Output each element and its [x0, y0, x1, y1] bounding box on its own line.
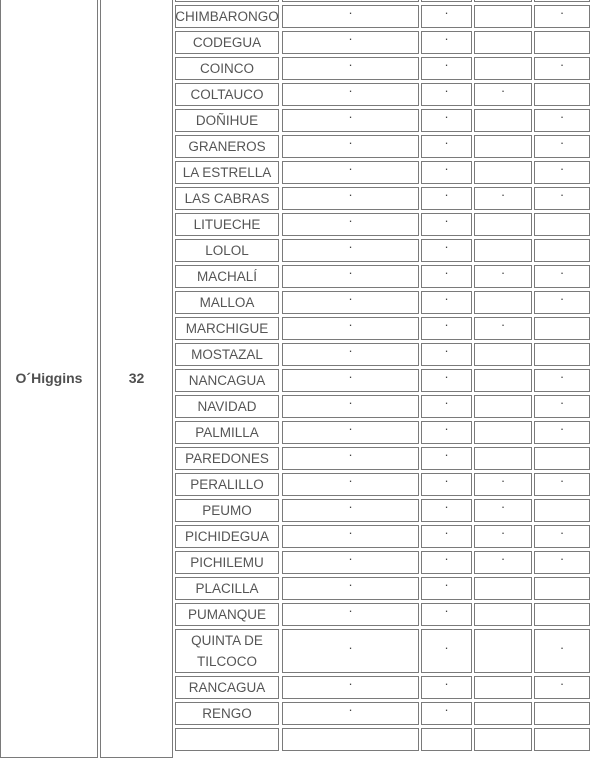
mark-cell — [421, 161, 472, 184]
dot-mark: · — [348, 31, 353, 46]
dot-mark: · — [444, 83, 449, 98]
mark-cell — [282, 421, 419, 444]
mark-cell — [282, 629, 419, 673]
dot-mark: · — [444, 5, 449, 20]
dot-mark: · — [444, 551, 449, 566]
commune-name-cell — [175, 31, 279, 54]
commune-name-cell — [175, 728, 279, 751]
dot-mark: · — [444, 239, 449, 254]
mark-cell — [421, 499, 472, 522]
dot-mark: · — [348, 291, 353, 306]
mark-cell — [421, 421, 472, 444]
mark-cell — [421, 603, 472, 626]
mark-cell — [421, 702, 472, 725]
region-cell — [0, 0, 98, 758]
dot-mark: · — [348, 473, 353, 488]
mark-cell — [282, 83, 419, 106]
mark-cell — [474, 83, 532, 106]
commune-name: PERALILLO — [190, 477, 264, 492]
mark-cell — [474, 702, 532, 725]
dot-mark: · — [348, 421, 353, 436]
commune-name: DOÑIHUE — [195, 113, 259, 128]
dot-mark: · — [444, 161, 449, 176]
commune-name-cell — [175, 525, 279, 548]
mark-cell — [534, 213, 590, 236]
mark-cell — [534, 291, 590, 314]
mark-cell — [474, 213, 532, 236]
commune-name-cell — [175, 421, 279, 444]
mark-cell — [534, 629, 590, 673]
commune-name-cell — [175, 213, 279, 236]
mark-cell — [282, 317, 419, 340]
mark-cell — [421, 317, 472, 340]
mark-cell — [534, 135, 590, 158]
mark-cell — [282, 343, 419, 366]
dot-mark: · — [500, 473, 506, 488]
dot-mark: · — [444, 577, 449, 592]
commune-name: COLTAUCO — [190, 87, 264, 102]
commune-name-cell — [175, 603, 279, 626]
mark-cell — [474, 239, 532, 262]
mark-cell — [421, 728, 472, 751]
mark-cell — [534, 83, 590, 106]
mark-cell — [421, 629, 472, 673]
dot-mark: · — [559, 5, 565, 20]
mark-cell — [534, 525, 590, 548]
commune-name-cell — [175, 473, 279, 496]
mark-cell — [421, 187, 472, 210]
mark-cell — [534, 0, 590, 2]
dot-mark: · — [559, 525, 565, 540]
mark-cell — [421, 109, 472, 132]
commune-count: 32 — [128, 369, 145, 386]
dot-mark: · — [348, 343, 353, 358]
mark-cell — [282, 499, 419, 522]
dot-mark: · — [444, 421, 449, 436]
mark-cell — [474, 31, 532, 54]
commune-name-cell — [175, 83, 279, 106]
mark-cell — [534, 473, 590, 496]
dot-mark: · — [348, 5, 353, 20]
mark-cell — [282, 447, 419, 470]
commune-name-cell — [175, 447, 279, 470]
dot-mark: · — [559, 265, 565, 280]
dot-mark: · — [500, 525, 506, 540]
dot-mark: · — [559, 57, 565, 72]
mark-cell — [474, 187, 532, 210]
dot-mark: · — [348, 551, 353, 566]
commune-name-cell — [175, 577, 279, 600]
commune-name: PLACILLA — [195, 581, 259, 596]
mark-cell — [534, 31, 590, 54]
dot-mark: · — [444, 499, 449, 514]
commune-name: NANCAGUA — [188, 373, 266, 388]
mark-cell — [421, 213, 472, 236]
dot-mark: · — [444, 187, 449, 202]
commune-name: RENGO — [202, 706, 252, 721]
mark-cell — [534, 447, 590, 470]
dot-mark: · — [559, 395, 565, 410]
dot-mark: · — [444, 135, 449, 150]
dot-mark: · — [348, 676, 353, 691]
dot-mark: · — [444, 395, 449, 410]
commune-name-cell — [175, 109, 279, 132]
mark-cell — [282, 161, 419, 184]
mark-cell — [474, 551, 532, 574]
commune-name: PAREDONES — [185, 451, 269, 466]
commune-name: PUMANQUE — [187, 607, 266, 622]
dot-mark: · — [500, 83, 506, 98]
mark-cell — [421, 369, 472, 392]
dot-mark: · — [348, 603, 353, 618]
commune-name — [197, 0, 257, 1]
commune-name: MALLOA — [199, 295, 255, 310]
dot-mark: · — [559, 187, 565, 202]
mark-cell — [474, 629, 532, 673]
commune-name: RANCAGUA — [188, 680, 266, 695]
commune-name: CHIMBARONGO — [175, 9, 279, 24]
mark-cell — [534, 5, 590, 28]
dot-mark: · — [444, 447, 449, 462]
commune-name-cell — [175, 499, 279, 522]
mark-cell — [534, 109, 590, 132]
mark-cell — [282, 395, 419, 418]
dot-mark: · — [348, 447, 353, 462]
mark-cell — [421, 239, 472, 262]
commune-name-cell — [175, 676, 279, 699]
commune-name: LOLOL — [205, 243, 249, 258]
dot-mark: · — [500, 265, 506, 280]
dot-mark: · — [348, 395, 353, 410]
dot-mark: · — [348, 577, 353, 592]
dot-mark: · — [348, 265, 353, 280]
mark-cell — [421, 577, 472, 600]
commune-name-cell — [175, 187, 279, 210]
dot-mark: · — [559, 109, 565, 124]
mark-cell — [282, 31, 419, 54]
commune-name-cell — [175, 291, 279, 314]
mark-cell — [282, 5, 419, 28]
mark-cell — [474, 265, 532, 288]
mark-cell — [474, 291, 532, 314]
dot-mark: · — [348, 525, 353, 540]
mark-cell — [421, 291, 472, 314]
commune-name-cell — [175, 57, 279, 80]
dot-mark: · — [559, 369, 565, 384]
mark-cell — [474, 499, 532, 522]
mark-cell — [534, 551, 590, 574]
dot-mark: · — [559, 473, 565, 488]
commune-name: MARCHIGUE — [185, 321, 269, 336]
mark-cell — [474, 0, 532, 2]
mark-cell — [534, 728, 590, 751]
commune-name-cell — [175, 629, 279, 673]
dot-mark: · — [348, 639, 353, 655]
dot-mark: · — [500, 187, 506, 202]
commune-name: GRANEROS — [188, 139, 266, 154]
mark-cell — [534, 187, 590, 210]
mark-cell — [474, 317, 532, 340]
commune-name: PICHILEMU — [190, 555, 264, 570]
mark-cell — [474, 343, 532, 366]
mark-cell — [534, 57, 590, 80]
dot-mark: · — [559, 291, 565, 306]
dot-mark: · — [559, 421, 565, 436]
dot-mark: · — [559, 639, 565, 655]
mark-cell — [282, 369, 419, 392]
mark-cell — [474, 525, 532, 548]
mark-cell — [474, 447, 532, 470]
mark-cell — [282, 239, 419, 262]
region-name: O´Higgins — [15, 369, 83, 386]
mark-cell — [421, 473, 472, 496]
commune-name: LITUECHE — [193, 217, 261, 232]
commune-name: NAVIDAD — [197, 399, 257, 414]
commune-name-cell — [175, 551, 279, 574]
dot-mark: · — [444, 473, 449, 488]
dot-mark: · — [444, 676, 449, 691]
commune-name: MOSTAZAL — [191, 347, 263, 362]
dot-mark: · — [444, 525, 449, 540]
mark-cell — [534, 421, 590, 444]
mark-cell — [534, 702, 590, 725]
commune-name: MACHALÍ — [196, 269, 257, 284]
dot-mark: · — [559, 676, 565, 691]
dot-mark: · — [348, 213, 353, 228]
mark-cell — [421, 83, 472, 106]
mark-cell — [421, 31, 472, 54]
dot-mark: · — [348, 239, 353, 254]
dot-mark: · — [348, 369, 353, 384]
dot-mark: · — [500, 317, 506, 332]
mark-cell — [534, 343, 590, 366]
dot-mark: · — [559, 135, 565, 150]
commune-name-cell — [175, 369, 279, 392]
mark-cell — [474, 369, 532, 392]
commune-name: PICHIDEGUA — [184, 529, 269, 544]
mark-cell — [282, 702, 419, 725]
mark-cell — [282, 135, 419, 158]
dot-mark: · — [444, 343, 449, 358]
mark-cell — [534, 603, 590, 626]
mark-cell — [282, 57, 419, 80]
mark-cell — [474, 473, 532, 496]
mark-cell — [474, 676, 532, 699]
dot-mark: · — [444, 31, 449, 46]
mark-cell — [282, 0, 419, 2]
dot-mark: · — [444, 213, 449, 228]
commune-name-cell — [175, 161, 279, 184]
commune-name: PALMILLA — [195, 425, 259, 440]
mark-cell — [474, 421, 532, 444]
mark-cell — [421, 0, 472, 2]
dot-mark: · — [444, 57, 449, 72]
commune-name: COINCO — [200, 61, 254, 76]
dot-mark: · — [444, 603, 449, 618]
mark-cell — [421, 676, 472, 699]
mark-cell — [282, 603, 419, 626]
mark-cell — [474, 395, 532, 418]
mark-cell — [534, 499, 590, 522]
dot-mark: · — [444, 702, 449, 717]
commune-name-cell — [175, 5, 279, 28]
commune-name-cell — [175, 317, 279, 340]
dot-mark: · — [348, 83, 353, 98]
commune-name-cell — [175, 0, 279, 2]
mark-cell — [282, 291, 419, 314]
dot-mark: · — [444, 369, 449, 384]
dot-mark: · — [348, 702, 353, 717]
dot-mark: · — [348, 187, 353, 202]
mark-cell — [534, 676, 590, 699]
mark-cell — [282, 577, 419, 600]
mark-cell — [421, 135, 472, 158]
commune-name-cell — [175, 343, 279, 366]
mark-cell — [534, 239, 590, 262]
dot-mark: · — [348, 317, 353, 332]
mark-cell — [421, 551, 472, 574]
mark-cell — [474, 577, 532, 600]
dot-mark: · — [444, 639, 449, 655]
dot-mark: · — [559, 161, 565, 176]
count-cell — [100, 0, 173, 758]
mark-cell — [534, 577, 590, 600]
mark-cell — [282, 473, 419, 496]
mark-cell — [282, 265, 419, 288]
mark-cell — [474, 603, 532, 626]
commune-name: LAS CABRAS — [184, 191, 270, 206]
dot-mark: · — [500, 499, 506, 514]
mark-cell — [282, 213, 419, 236]
dot-mark: · — [348, 135, 353, 150]
mark-cell — [534, 369, 590, 392]
dot-mark: · — [348, 161, 353, 176]
commune-name: QUINTA DE TILCOCO — [191, 633, 263, 669]
mark-cell — [474, 728, 532, 751]
dot-mark: · — [348, 499, 353, 514]
mark-cell — [421, 5, 472, 28]
mark-cell — [282, 676, 419, 699]
dot-mark: · — [444, 109, 449, 124]
dot-mark: · — [559, 551, 565, 566]
mark-cell — [421, 265, 472, 288]
dot-mark: · — [444, 291, 449, 306]
dot-mark: · — [500, 551, 506, 566]
mark-cell — [474, 5, 532, 28]
commune-name-cell — [175, 265, 279, 288]
dot-mark: · — [348, 109, 353, 124]
mark-cell — [534, 395, 590, 418]
mark-cell — [474, 135, 532, 158]
dot-mark: · — [444, 317, 449, 332]
mark-cell — [421, 525, 472, 548]
mark-cell — [282, 109, 419, 132]
commune-name: LA ESTRELLA — [182, 165, 272, 180]
dot-mark: · — [444, 265, 449, 280]
commune-name-cell — [175, 135, 279, 158]
commune-name: PEUMO — [202, 503, 252, 518]
mark-cell — [534, 265, 590, 288]
mark-cell — [282, 728, 419, 751]
mark-cell — [421, 343, 472, 366]
mark-cell — [282, 551, 419, 574]
dot-mark: · — [348, 57, 353, 72]
mark-cell — [421, 447, 472, 470]
mark-cell — [474, 161, 532, 184]
commune-name-cell — [175, 395, 279, 418]
commune-name-cell — [175, 702, 279, 725]
mark-cell — [534, 317, 590, 340]
mark-cell — [421, 57, 472, 80]
commune-name: CODEGUA — [192, 35, 262, 50]
mark-cell — [282, 187, 419, 210]
commune-name-cell — [175, 239, 279, 262]
mark-cell — [474, 57, 532, 80]
mark-cell — [421, 395, 472, 418]
mark-cell — [282, 525, 419, 548]
mark-cell — [534, 161, 590, 184]
mark-cell — [474, 109, 532, 132]
